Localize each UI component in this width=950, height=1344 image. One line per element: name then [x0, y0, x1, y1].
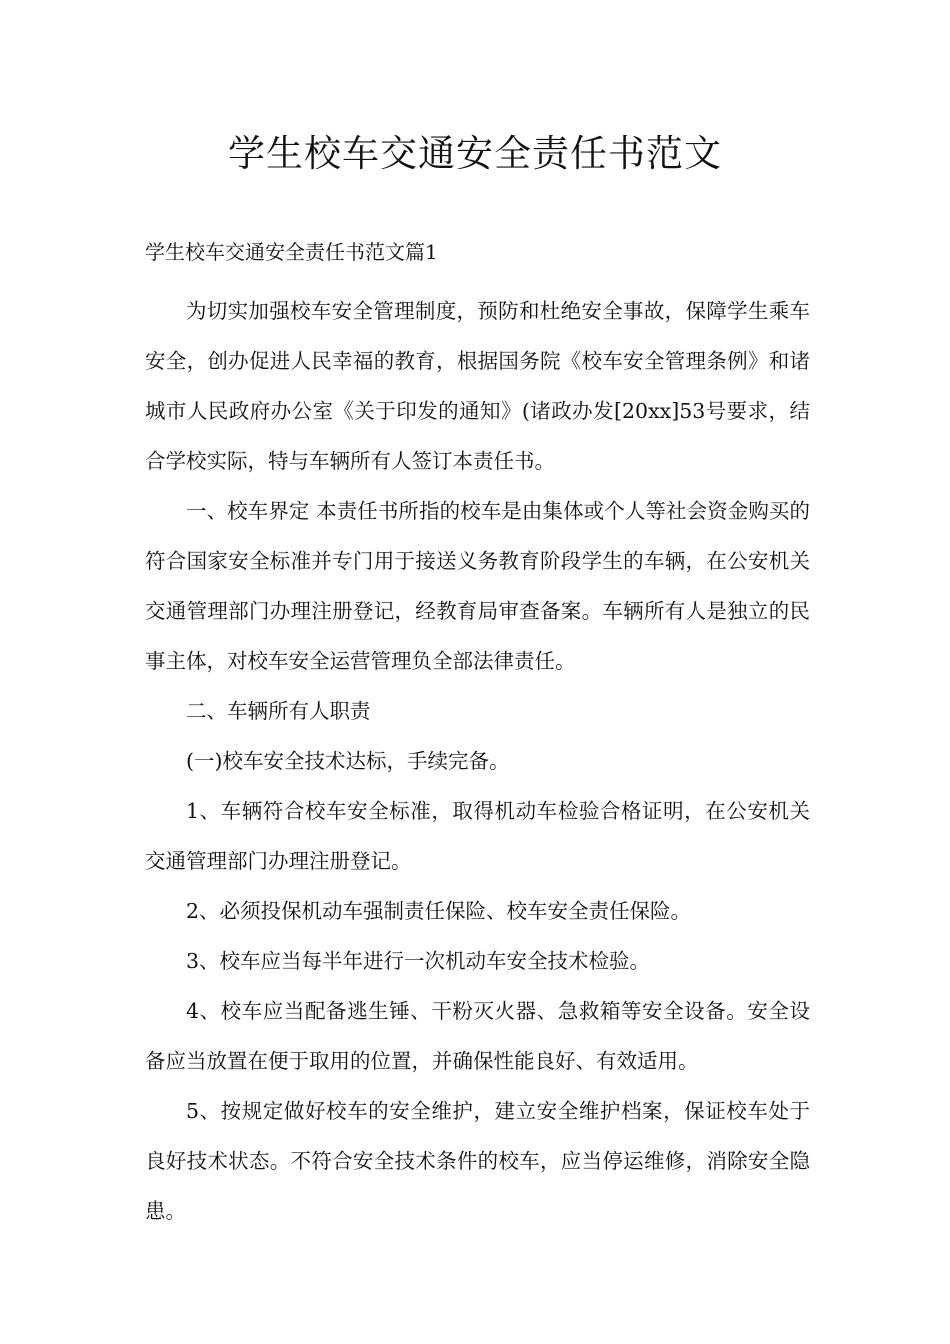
paragraph-item-1: 1、车辆符合校车安全标准，取得机动车检验合格证明，在公安机关交通管理部门办理注册登记。 [145, 799, 810, 873]
document-body [145, 286, 810, 1236]
paragraph-item-5: 5、按规定做好校车的安全维护，建立安全维护档案，保证校车处于良好技术状态。不符合安全技术条件的校车，应当停运维修，消除安全隐患。 [145, 1099, 810, 1223]
paragraph-item-2: 2、必须投保机动车强制责任保险、校车安全责任保险。 [186, 899, 692, 923]
paragraph-subheading-standards: (一)校车安全技术达标，手续完备。 [186, 749, 510, 773]
section-heading: 学生校车交通安全责任书范文篇1 [145, 240, 438, 264]
document-title: 学生校车交通安全责任书范文 [228, 132, 722, 175]
paragraph-item-4: 4、校车应当配备逃生锤、干粉灭火器、急救箱等安全设备。安全设备应当放置在便于取用的位置，并确保性能良好、有效适用。 [145, 999, 810, 1073]
paragraph-definition: 一、校车界定 本责任书所指的校车是由集体或个人等社会资金购买的符合国家安全标准并专门用于接送义务教育阶段学生的车辆，在公安机关交通管理部门办理注册登记，经教育局审查备案。车辆所有人是独立的民事主体，对校车安全运营管理负全部法律责任。 [145, 499, 810, 673]
paragraph-owner-duties-heading: 二、车辆所有人职责 [186, 699, 371, 723]
paragraph-intro: 为切实加强校车安全管理制度，预防和杜绝安全事故，保障学生乘车安全，创办促进人民幸福的教育，根据国务院《校车安全管理条例》和诸城市人民政府办公室《关于印发的通知》(诸政办发[20xx]53号要求，结合学校实际，特与车辆所有人签订本责任书。 [145, 299, 810, 473]
paragraph-item-3: 3、校车应当每半年进行一次机动车安全技术检验。 [186, 949, 651, 973]
